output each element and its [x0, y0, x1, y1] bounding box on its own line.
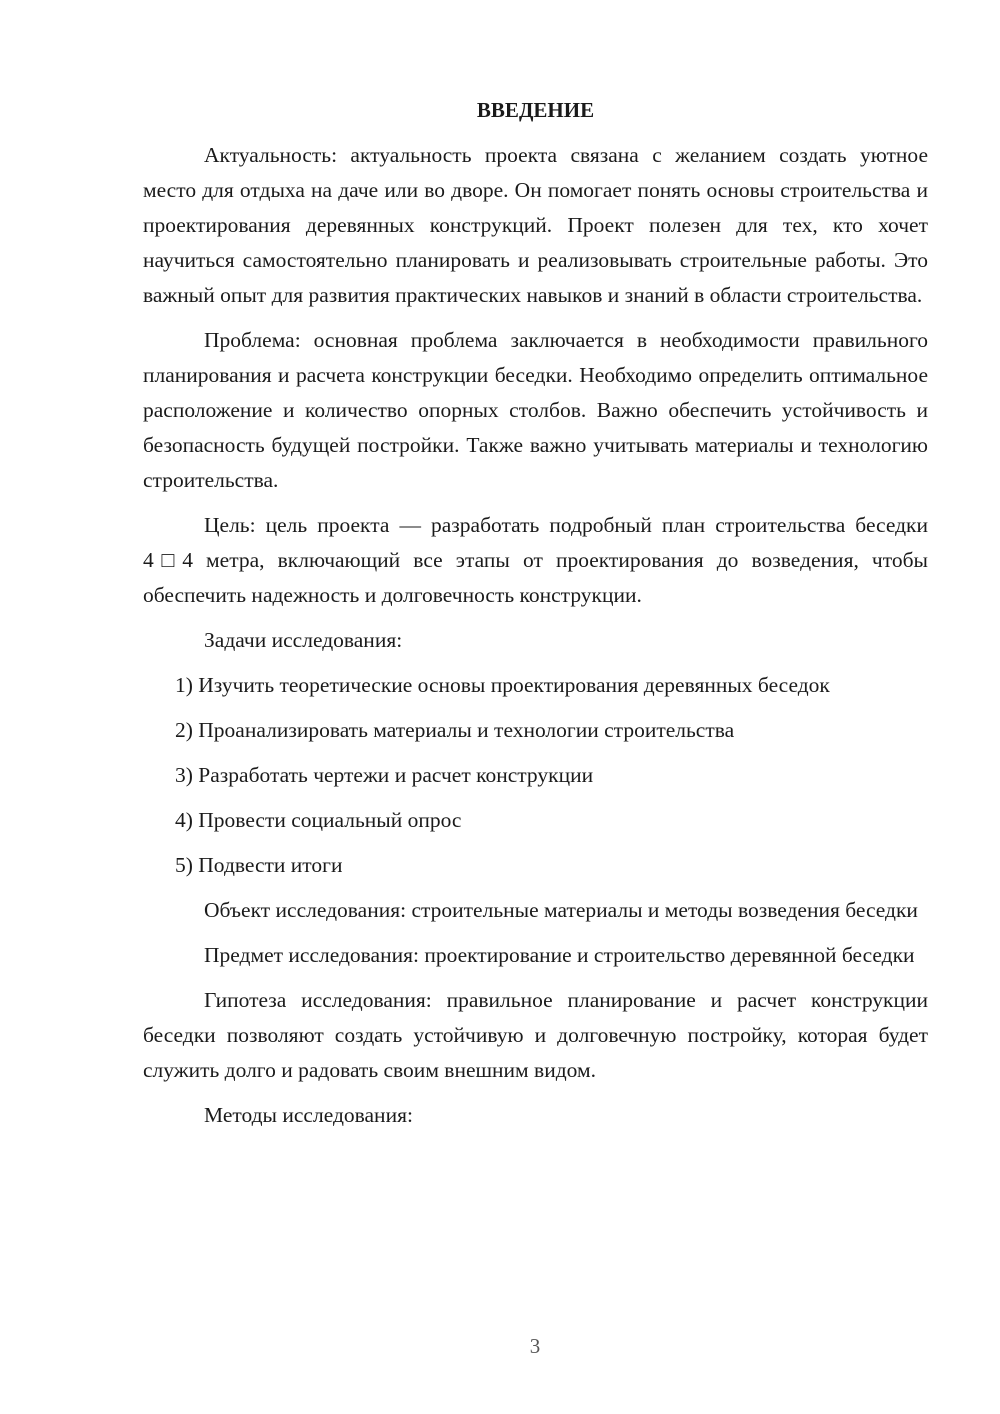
document-title: ВВЕДЕНИЕ — [476, 98, 595, 122]
paragraph-hypothesis: Гипотеза исследования: правильное планирование и расчет конструкции беседки позволяют создать устойчивую и долговечную постройку, которая будет служить долго и радовать своим внешним видом. — [143, 988, 928, 1082]
task-item: 4) Провести социальный опрос — [175, 808, 462, 832]
document-page — [143, 96, 928, 1143]
paragraph-subject: Предмет исследования: проектирование и строительство деревянной беседки — [204, 943, 915, 967]
paragraph-relevance: Актуальность: актуальность проекта связана с желанием создать уютное место для отдыха на даче или во дворе. Он помогает понять основы строительства и проектирования деревянных конструкций. Проект полезен для тех, кто хочет научиться самостоятельно планировать и реализовывать строительные работы. Это важный опыт для развития практических навыков и знаний в области строительства. — [143, 143, 928, 307]
paragraph-object: Объект исследования: строительные материалы и методы возведения беседки — [204, 898, 918, 922]
tasks-heading: Задачи исследования: — [204, 628, 403, 652]
page-number: 3 — [529, 1334, 541, 1358]
paragraph-goal: Цель: цель проекта — разработать подробный план строительства беседки 4□4 метра, включающий все этапы от проектирования до возведения, чтобы обеспечить надежность и долговечность конструкции. — [143, 513, 928, 607]
tasks-list — [143, 668, 928, 893]
task-item: 3) Разработать чертежи и расчет конструкции — [175, 763, 594, 787]
task-item: 2) Проанализировать материалы и технологии строительства — [175, 718, 735, 742]
task-item: 5) Подвести итоги — [175, 853, 343, 877]
paragraph-problem: Проблема: основная проблема заключается в необходимости правильного планирования и расчета конструкции беседки. Необходимо определить оптимальное расположение и количество опорных столбов. Важно обеспечить устойчивость и безопасность будущей постройки. Также важно учитывать материалы и технологию строительства. — [143, 328, 928, 492]
methods-heading: Методы исследования: — [204, 1103, 413, 1127]
task-item: 1) Изучить теоретические основы проектирования деревянных беседок — [175, 673, 830, 697]
